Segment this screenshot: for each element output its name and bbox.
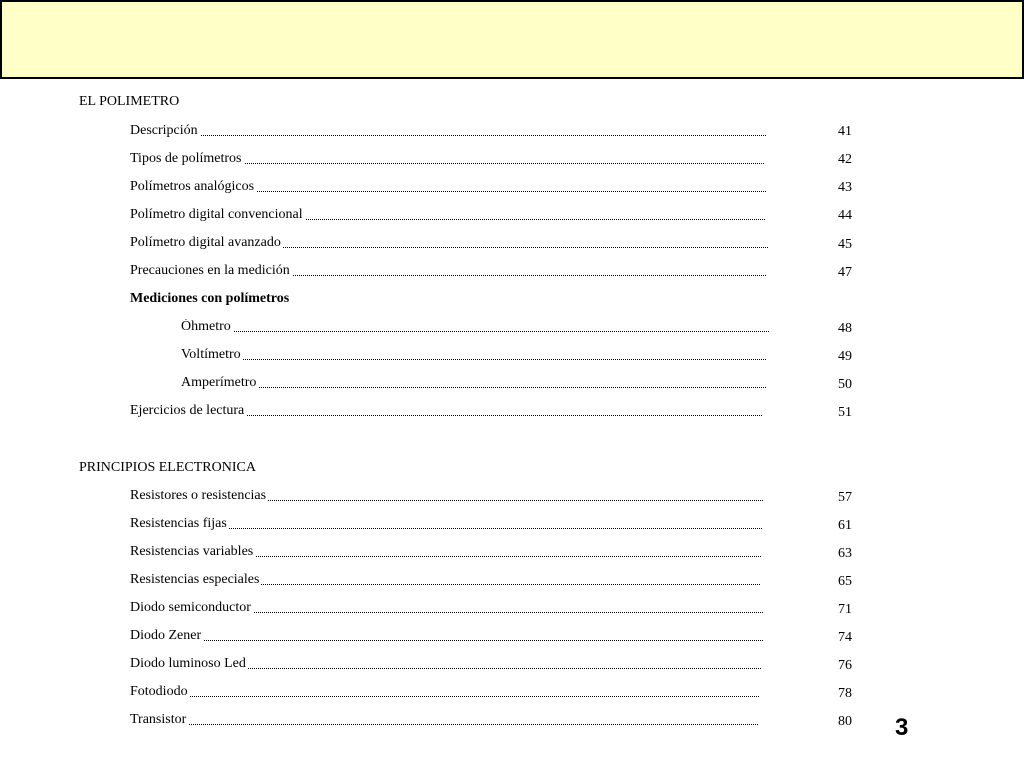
toc-page-number: 49	[838, 349, 852, 364]
toc-entry[interactable]	[130, 123, 766, 139]
slide-number: 3	[895, 714, 909, 741]
toc-entry[interactable]	[130, 488, 763, 504]
toc-entry-label: Diodo Zener	[130, 628, 202, 643]
toc-entry-label: Amperímetro	[181, 375, 257, 390]
toc-entry[interactable]	[130, 179, 766, 195]
toc-page-number: 42	[838, 152, 852, 167]
toc-page-number: 57	[838, 490, 852, 505]
toc-entry-label: Polímetro digital avanzado	[130, 235, 281, 250]
toc-entry-label: Diodo semiconductor	[130, 600, 251, 615]
toc-entry[interactable]	[130, 656, 761, 672]
toc-page-number: 43	[838, 180, 852, 195]
toc-page-number: 63	[838, 546, 852, 561]
toc-entry[interactable]	[130, 684, 759, 700]
toc-page-number: 45	[838, 237, 852, 252]
toc-entry[interactable]	[130, 628, 763, 644]
toc-entry-label: Óhmetro	[181, 319, 231, 334]
toc-entry-label: Resistencias fijas	[130, 516, 227, 531]
toc-entry-label: Resistencias variables	[130, 544, 254, 559]
toc-page-number: 80	[838, 714, 852, 729]
toc-entry[interactable]	[130, 544, 761, 560]
toc-entry[interactable]	[130, 403, 762, 419]
toc-page-number: 51	[838, 405, 852, 420]
toc-page-number: 41	[838, 124, 852, 139]
toc-entry-label: Voltímetro	[181, 347, 241, 362]
toc-page-number: 50	[838, 377, 852, 392]
toc-entry[interactable]	[130, 207, 765, 223]
toc-entry-label: Ejercicios de lectura	[130, 403, 245, 418]
toc-entry[interactable]	[130, 516, 762, 532]
toc-page-number: 74	[838, 630, 852, 645]
toc-page-number: 76	[838, 658, 852, 673]
toc-entry-label: Diodo luminoso Led	[130, 656, 246, 671]
toc-entry[interactable]	[181, 347, 766, 363]
toc-entry-label: Descripción	[130, 123, 198, 138]
toc-entry[interactable]	[130, 263, 766, 279]
toc-entry-label: Polímetro digital convencional	[130, 207, 303, 222]
toc-entry-label: Transistor	[130, 712, 187, 727]
toc-page-number: 71	[838, 602, 852, 617]
toc-page-number: 61	[838, 518, 852, 533]
toc-entry[interactable]	[130, 600, 763, 616]
toc-entry[interactable]	[181, 319, 769, 335]
toc-page-number: 48	[838, 321, 852, 336]
toc-page-number: 47	[838, 265, 852, 280]
toc-subheading[interactable]	[130, 291, 430, 307]
section-title-polimetro: EL POLIMETRO	[79, 94, 180, 109]
toc-entry-label: Polímetros analógicos	[130, 179, 255, 194]
toc-entry-label: Precauciones en la medición	[130, 263, 290, 278]
toc-entry[interactable]	[130, 572, 760, 588]
section-title-principios: PRINCIPIOS ELECTRONICA	[79, 460, 256, 475]
toc-entry-label: Resistores o resistencias	[130, 488, 267, 503]
toc-page-number: 78	[838, 686, 852, 701]
toc-entry-label: Tipos de polímetros	[130, 151, 242, 166]
header-banner	[0, 0, 1024, 79]
toc-page-number: 65	[838, 574, 852, 589]
toc-page-number: 44	[838, 208, 852, 223]
toc-entry-label: Fotodiodo	[130, 684, 188, 699]
toc-subheading-label: Mediciones con polímetros	[130, 291, 290, 306]
toc-entry[interactable]	[130, 151, 764, 167]
toc-entry[interactable]	[130, 235, 768, 251]
toc-entry[interactable]	[181, 375, 766, 391]
toc-entry[interactable]	[130, 712, 758, 728]
toc-entry-label: Resistencias especiales	[130, 572, 260, 587]
